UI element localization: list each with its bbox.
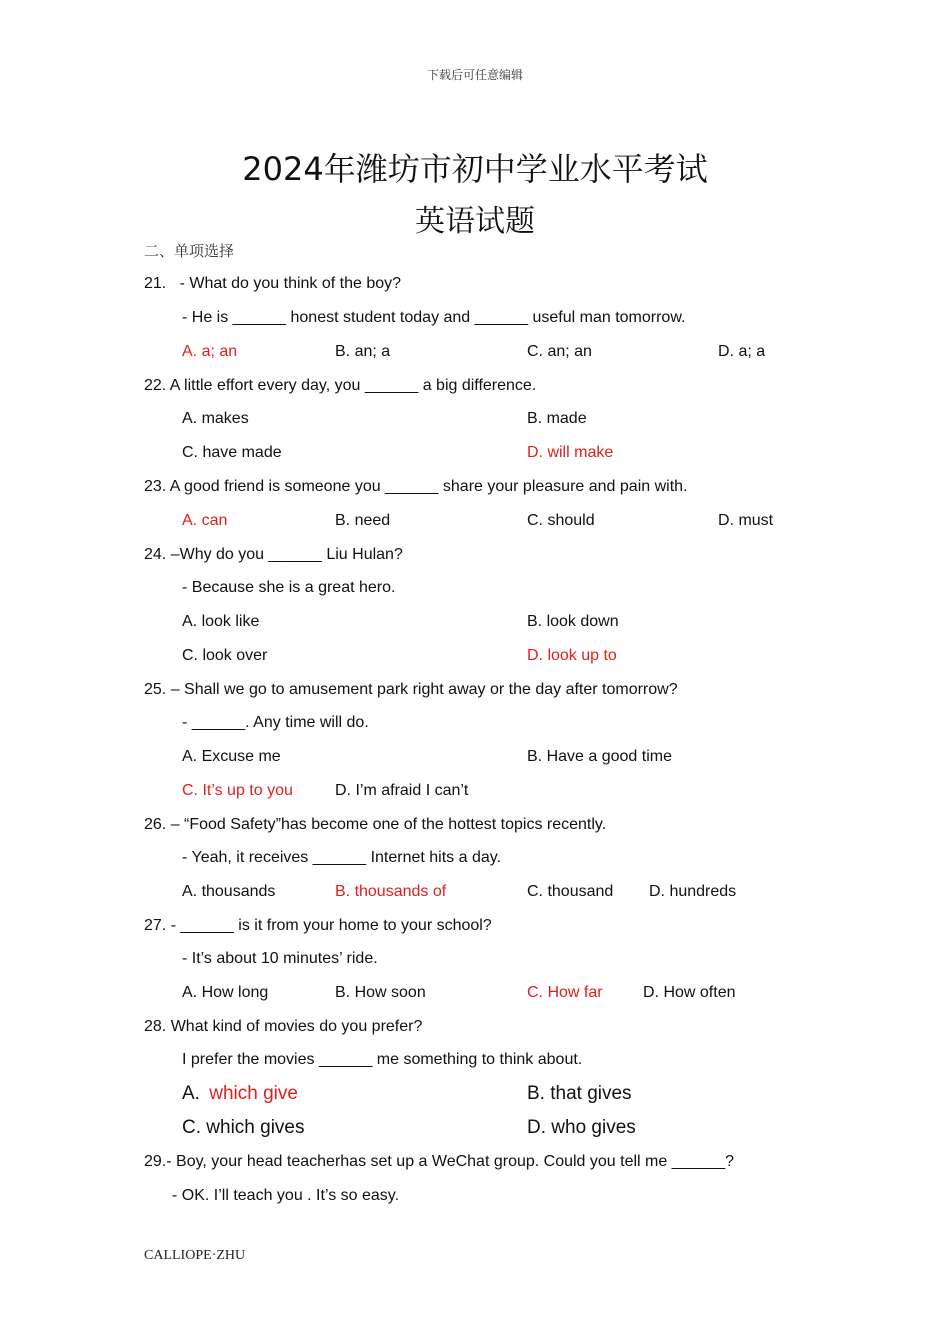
question-24-option-c: C. look over: [182, 647, 268, 664]
page-header: 下载后可任意编辑: [426, 68, 523, 82]
question-29-stem: 29.- Boy, your head teacherhas set up a WeChat group. Could you tell me ______?: [144, 1153, 734, 1170]
question-26-option-b: B. thousands of: [335, 883, 447, 900]
question-22-option-c: C. have made: [182, 444, 282, 461]
question-28-option-a-text: which give: [209, 1083, 298, 1104]
question-21-line2: - He is ______ honest student today and ______ useful man tomorrow.: [182, 309, 686, 326]
question-27-line2: - It’s about 10 minutes’ ride.: [182, 950, 378, 967]
question-27-option-c: C. How far: [527, 984, 603, 1001]
question-22-option-d: D. will make: [527, 444, 614, 461]
question-25-option-a: A. Excuse me: [182, 748, 281, 765]
question-21-option-d: D. a; a: [718, 343, 766, 360]
question-26-line2: - Yeah, it receives ______ Internet hits a day.: [182, 849, 502, 866]
question-23-stem: 23. A good friend is someone you ______ share your pleasure and pain with.: [144, 478, 688, 495]
question-21-option-b: B. an; a: [335, 343, 391, 360]
exam-title: 2024年潍坊市初中学业水平考试: [242, 150, 708, 188]
question-21-stem: 21. - What do you think of the boy?: [144, 275, 402, 292]
question-25-option-b: B. Have a good time: [527, 748, 672, 765]
question-27-option-a: A. How long: [182, 984, 269, 1001]
question-28-option-d: D. who gives: [527, 1117, 636, 1138]
exam-subtitle: 英语试题: [415, 204, 535, 239]
page-footer: CALLIOPE·ZHU: [144, 1248, 246, 1263]
question-29-line2: - OK. I’ll teach you . It’s so easy.: [172, 1187, 400, 1204]
question-27-option-d: D. How often: [643, 984, 736, 1001]
question-22-option-a: A. makes: [182, 410, 249, 427]
question-25-line2: - ______. Any time will do.: [182, 714, 369, 731]
question-27-stem: 27. - ______ is it from your home to your school?: [144, 917, 492, 934]
question-24-option-b: B. look down: [527, 613, 619, 630]
question-28-option-a-letter: A.: [182, 1083, 200, 1104]
question-24-option-a: A. look like: [182, 613, 260, 630]
question-26-option-d: D. hundreds: [649, 883, 737, 900]
question-28-stem: 28. What kind of movies do you prefer?: [144, 1018, 423, 1035]
question-28-option-a: [182, 1083, 298, 1105]
question-24-stem: 24. –Why do you ______ Liu Hulan?: [144, 546, 403, 563]
question-23-option-a: A. can: [182, 512, 228, 529]
question-24-line2: - Because she is a great hero.: [182, 579, 396, 596]
question-22-option-b: B. made: [527, 410, 587, 427]
question-24-option-d: D. look up to: [527, 647, 617, 664]
question-21-option-a: A. a; an: [182, 343, 238, 360]
question-26-option-a: A. thousands: [182, 883, 276, 900]
question-27-option-b: B. How soon: [335, 984, 426, 1001]
question-26-option-c: C. thousand: [527, 883, 614, 900]
question-25-option-d: D. I’m afraid I can’t: [335, 782, 469, 799]
question-25-stem: 25. – Shall we go to amusement park right away or the day after tomorrow?: [144, 681, 678, 698]
question-23-option-c: C. should: [527, 512, 595, 529]
question-22-stem: 22. A little effort every day, you ______ a big difference.: [144, 377, 537, 394]
question-23-option-b: B. need: [335, 512, 391, 529]
section-heading: 二、单项选择: [144, 242, 235, 260]
question-21-option-c: C. an; an: [527, 343, 592, 360]
question-28-line2: I prefer the movies ______ me something to think about.: [182, 1051, 583, 1068]
question-23-option-d: D. must: [718, 512, 774, 529]
question-25-option-c: C. It’s up to you: [182, 782, 293, 799]
question-28-option-b: B. that gives: [527, 1083, 632, 1104]
question-28-option-c: C. which gives: [182, 1117, 305, 1138]
question-26-stem: 26. – “Food Safety”has become one of the hottest topics recently.: [144, 816, 607, 833]
